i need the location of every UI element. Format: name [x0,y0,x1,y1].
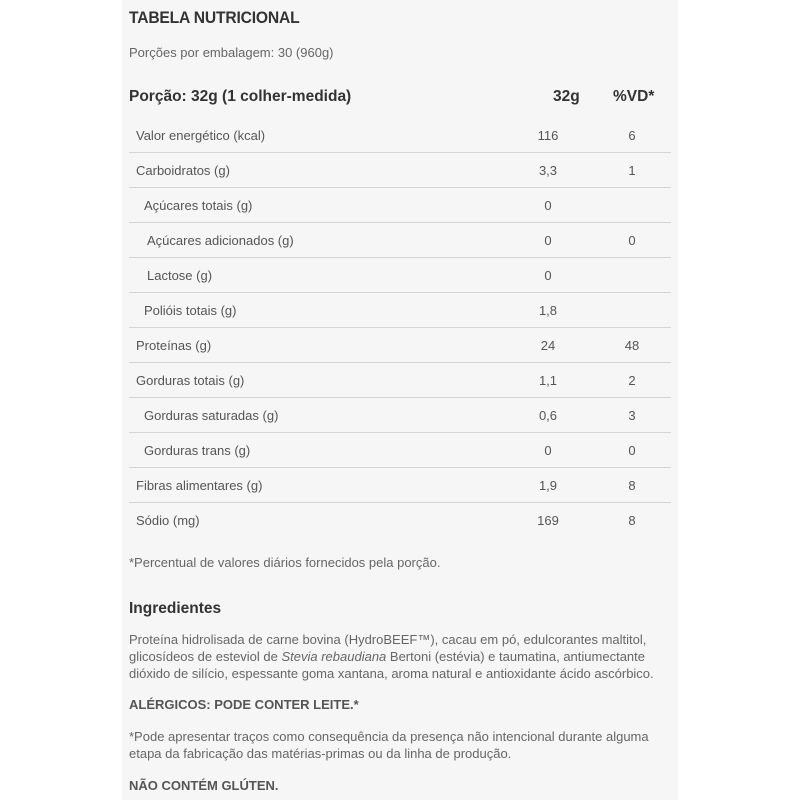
nutrient-value: 24 [503,328,593,363]
nutrient-name: Sódio (mg) [136,512,200,528]
nutrient-name: Gorduras totais (g) [129,363,503,398]
nutrient-daily-value: 8 [628,512,636,528]
table-row [129,328,671,363]
nutrient-name: Fibras alimentares (g) [129,468,503,503]
nutrient-value: 0 [503,223,593,258]
serving-amount-header: 32g [553,88,580,105]
nutrient-daily-value: 1 [593,153,671,188]
table-row [129,188,671,223]
table-row [129,293,671,328]
table-row [129,153,671,188]
nutrient-value: 1,8 [503,293,593,328]
ingredients-text-part2: Bertoni (estévia) e taumatina, antiumectante dióxido de silício, espessante goma xantana, aroma natural e antioxidante ácido ascórbico. [129,649,654,681]
serving-header [129,88,671,110]
table-row [129,118,671,153]
nutrient-daily-value: 0 [593,223,671,258]
nutrient-name: Lactose (g) [129,258,503,293]
nutrient-value: 3,3 [503,153,593,188]
nutrient-value: 1,9 [503,468,593,503]
nutrient-value: 1,1 [503,363,593,398]
nutrient-value: 0 [503,433,593,468]
daily-value-header: %VD* [613,88,655,105]
nutrient-name: Gorduras saturadas (g) [129,398,503,433]
ingredients-title: Ingredientes [129,600,222,617]
nutrient-name: Proteínas (g) [129,328,503,363]
nutrient-daily-value: 3 [593,398,671,433]
table-row [129,363,671,398]
nutrient-value: 116 [503,118,593,153]
nutrient-daily-value: 0 [593,433,671,468]
nutrient-name: Gorduras trans (g) [129,433,503,468]
nutrient-name: Açúcares totais (g) [129,188,503,223]
nutrient-daily-value: 8 [593,468,671,503]
nutrient-value: 169 [537,512,559,528]
nutrition-table [129,118,671,537]
table-row [129,398,671,433]
nutrient-daily-value [593,258,671,293]
nutrient-name: Valor energético (kcal) [129,118,503,153]
nutrient-name: Carboidratos (g) [129,153,503,188]
nutrient-name: Açúcares adicionados (g) [129,223,503,258]
table-row [129,258,671,293]
table-row [129,433,671,468]
ingredients-text [129,631,669,682]
table-row [129,503,671,538]
nutrient-daily-value: 48 [593,328,671,363]
nutrient-daily-value [593,188,671,223]
nutrient-daily-value: 6 [593,118,671,153]
ingredients-text-part1: Proteína hidrolisada de carne bovina (HydroBEEF™), cacau em pó, edulcorantes maltitol, glicosídeos de esteviol de [129,632,647,664]
nutrient-value: 0 [503,258,593,293]
ingredients-text-italic: Stevia rebaudiana [281,649,387,664]
nutrient-value: 0,6 [503,398,593,433]
nutrient-daily-value: 2 [593,363,671,398]
traces-notice: *Pode apresentar traços como consequência da presença não intencional durante alguma etapa da fabricação das matérias-primas ou da linha de produção. [129,729,649,761]
table-row [129,468,671,503]
allergens-warning: ALÉRGICOS: PODE CONTER LEITE.* [129,697,359,712]
table-row [129,223,671,258]
daily-value-footnote: *Percentual de valores diários fornecidos pela porção. [129,555,441,570]
gluten-notice: NÃO CONTÉM GLÚTEN. [129,778,279,793]
serving-label: Porção: 32g (1 colher-medida) [129,88,352,105]
page-title: TABELA NUTRICIONAL [129,8,300,27]
portions-per-package: Porções por embalagem: 30 (960g) [129,45,334,60]
nutrient-value: 0 [503,188,593,223]
nutrient-name: Polióis totais (g) [129,293,503,328]
nutrient-daily-value [593,293,671,328]
